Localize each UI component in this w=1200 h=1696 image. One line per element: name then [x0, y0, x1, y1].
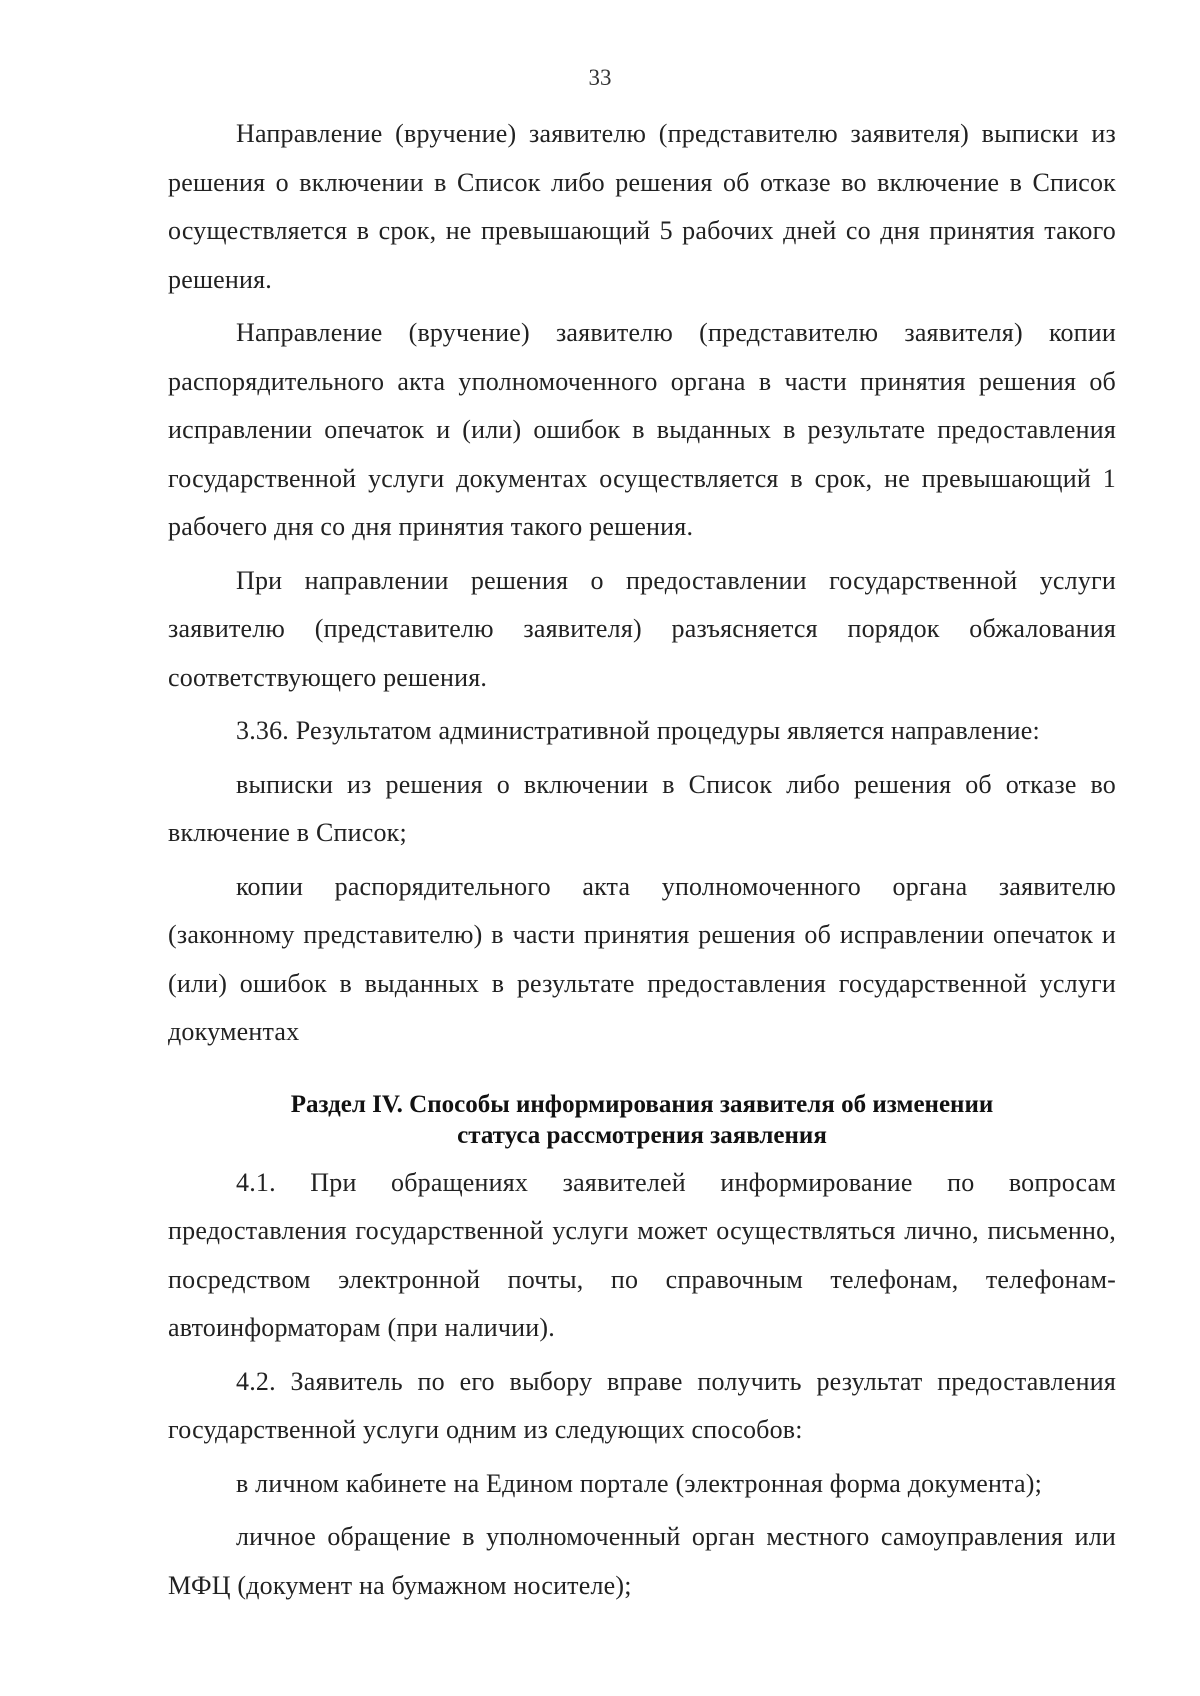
paragraph-result-act-copy: копии распорядительного акта уполномоченного органа заявителю (законному представителю) в части принятия решения об исправлении опечаток и (или) ошибок в выданных в результате предоставления государственной услуги документах	[168, 871, 1116, 1046]
paragraph-4-2: 4.2. Заявитель по его выбору вправе получить результат предоставления государственной услуги одним из следующих способов:	[168, 1366, 1116, 1444]
paragraph-appeal-explanation: При направлении решения о предоставлении государственной услуги заявителю (представителю заявителя) разъясняется порядок обжалования соответствующего решения.	[168, 565, 1116, 692]
document-body	[168, 110, 1116, 1615]
page-number: 33	[588, 65, 612, 90]
paragraph-3-36: 3.36. Результатом административной процедуры является направление:	[236, 716, 1040, 745]
paragraph-option-portal: в личном кабинете на Едином портале (электронная форма документа);	[236, 1468, 1043, 1498]
paragraph-delivery-extract: Направление (вручение) заявителю (представителю заявителя) выписки из решения о включении в Список либо решения об отказе во включение в Список осуществляется в срок, не превышающий 5 рабочих дней со дня принятия такого решения.	[168, 119, 1116, 294]
paragraph-delivery-act-copy: Направление (вручение) заявителю (представителю заявителя) копии распорядительного акта уполномоченного органа в части принятия решения об исправлении опечаток и (или) ошибок в выданных в результате предоставления государственной услуги документах осуществляется в срок, не превышающий 1 рабочего дня со дня принятия такого решения.	[168, 318, 1116, 541]
section-heading-iv: Раздел IV. Способы информирования заявителя об изменении статуса рассмотрения заявления	[290, 1090, 994, 1149]
paragraph-4-1: 4.1. При обращениях заявителей информирование по вопросам предоставления государственной услуги может осуществляться лично, письменно, посредством электронной почты, по справочным телефонам, телефонам-автоинформаторам (при наличии).	[168, 1167, 1116, 1342]
paragraph-result-extract: выписки из решения о включении в Список либо решения об отказе во включение в Список;	[168, 769, 1116, 847]
paragraph-option-in-person: личное обращение в уполномоченный орган местного самоуправления или МФЦ (документ на бумажном носителе);	[168, 1522, 1116, 1600]
